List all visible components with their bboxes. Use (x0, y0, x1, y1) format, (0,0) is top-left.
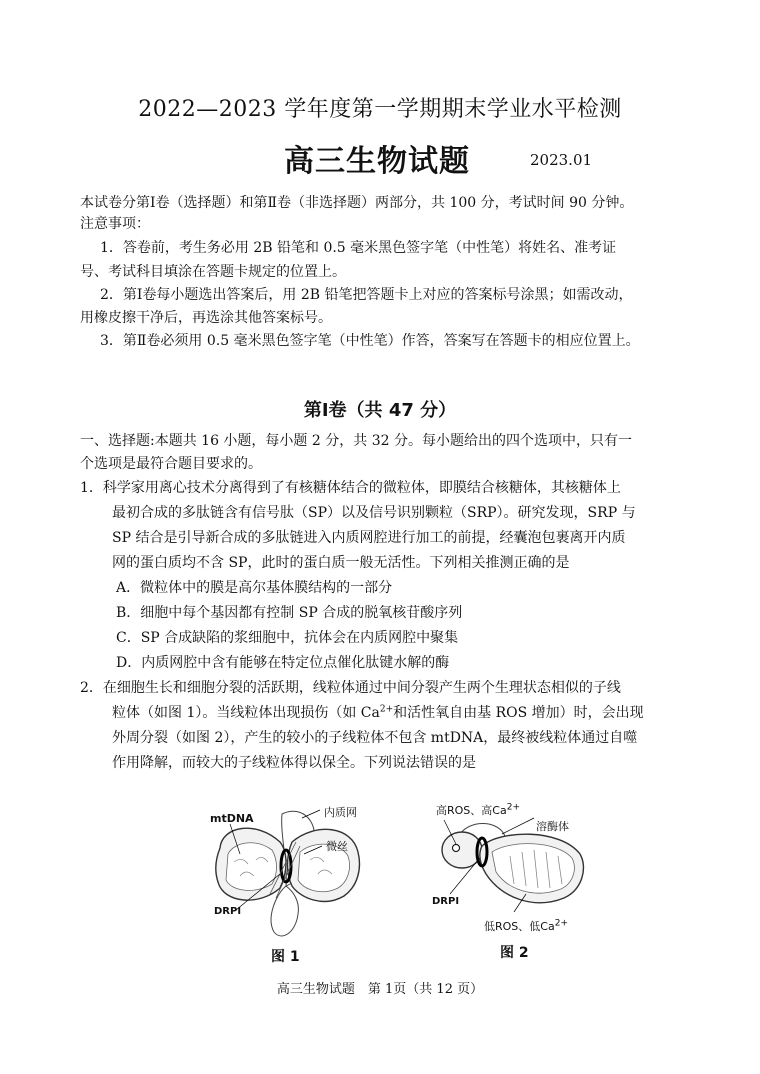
fig2-label-high (436, 802, 520, 818)
q1-option-a: A．微粒体中的膜是高尔基体膜结构的一部分 (116, 580, 393, 596)
exam-date: 2023.01 (530, 151, 593, 169)
fig2-label-low (484, 918, 568, 934)
q2-stem-2-sup: 2+ (379, 704, 394, 715)
q2-stem-2b: 和活性氧自由基 ROS 增加）时，会出现 (393, 705, 644, 721)
q1-stem-2: 最初合成的多肽链含有信号肽（SP）以及信号识别颗粒（SRP）。研究发现，SRP 与 (112, 505, 636, 521)
fig1-label-er: 内质网 (324, 806, 357, 819)
fig2-label-high-sup: 2+ (506, 802, 520, 813)
fig1-label-filament: 微丝 (326, 840, 348, 853)
q2-stem-1: 2．在细胞生长和细胞分裂的活跃期，线粒体通过中间分裂产生两个生理状态相似的子线 (80, 680, 621, 696)
q1-stem-3: SP 结合是引导新合成的多肽链进入内质网腔进行加工的前提，经囊泡包裹离开内质 (112, 530, 626, 546)
exam-title: 2022—2023 学年度第一学期期末学业水平检测 (138, 97, 622, 122)
fig2-label-drp1: DRPI (432, 896, 460, 907)
fig1-label-drp1: DRPI (214, 906, 242, 917)
q1-option-c: C．SP 合成缺陷的浆细胞中，抗体会在内质网腔中聚集 (116, 630, 459, 646)
q2-stem-4: 作用降解，而较大的子线粒体得以保全。下列说法错误的是 (112, 755, 476, 771)
fig2-label-low-sup: 2+ (554, 918, 568, 929)
q1-option-d: D．内质网腔中含有能够在特定位点催化肽键水解的酶 (116, 655, 450, 671)
figure-2-caption: 图 2 (500, 945, 529, 961)
fig1-label-mtdna: mtDNA (210, 812, 254, 825)
er-lower (271, 886, 298, 936)
notice-2a: 2．第Ⅰ卷每小题选出答案后，用 2B 铅笔把答题卡上对应的答案标号涂黑；如需改动， (100, 287, 633, 303)
q2-stem-2 (112, 703, 690, 723)
page-footer: 高三生物试题 第 1页（共 12 页） (276, 982, 484, 997)
q1-option-b: B．细胞中每个基因都有控制 SP 合成的脱氧核苷酸序列 (116, 605, 463, 621)
q2-stem-2a: 粒体（如图 1）。当线粒体出现损伤（如 Ca (112, 705, 380, 721)
fig2-label-lysosome: 溶酶体 (536, 820, 569, 833)
section-title: 第Ⅰ卷（共 47 分） (303, 400, 457, 421)
q1-stem-4: 网的蛋白质均不含 SP，此时的蛋白质一般无活性。下列相关推测正确的是 (112, 555, 570, 571)
figure-1-caption: 图 1 (271, 949, 300, 965)
notice-1a: 1．答卷前，考生务必用 2B 铅笔和 0.5 毫米黑色签字笔（中性笔）将姓名、准考证 (100, 240, 617, 256)
notice-title: 注意事项： (80, 216, 150, 232)
notice-1b: 号、考试科目填涂在答题卡规定的位置上。 (80, 264, 346, 280)
notice-2b: 用橡皮擦干净后，再选涂其他答案标号。 (80, 310, 332, 326)
intro-line: 本试卷分第Ⅰ卷（选择题）和第Ⅱ卷（非选择题）两部分，共 100 分，考试时间 90 分钟。 (80, 195, 634, 211)
notice-3: 3．第Ⅱ卷必须用 0.5 毫米黑色签字笔（中性笔）作答，答案写在答题卡的相应位置上。 (100, 333, 640, 349)
fig2-label-high-text: 高ROS、高Ca (436, 804, 507, 817)
section-instr-b: 个选项是最符合题目要求的。 (80, 456, 262, 472)
q2-stem-3: 外周分裂（如图 2），产生的较小的子线粒体不包含 mtDNA，最终被线粒体通过自噬 (112, 730, 638, 746)
section-instr-a: 一、选择题:本题共 16 小题，每小题 2 分，共 32 分。每小题给出的四个选项中，只有一 (80, 433, 632, 449)
subject-title: 高三生物试题 (284, 144, 470, 179)
q1-stem-1: 1．科学家用离心技术分离得到了有核糖体结合的微粒体，即膜结合核糖体，其核糖体上 (80, 480, 621, 496)
fig2-label-low-text: 低ROS、低Ca (484, 920, 555, 933)
